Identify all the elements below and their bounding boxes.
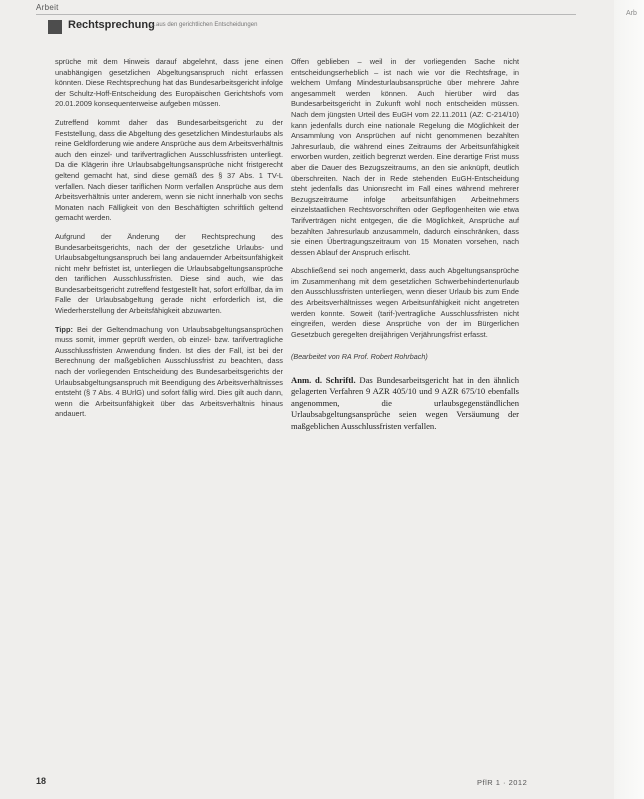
tip-paragraph [55,325,283,420]
tip-label: Tipp: [55,324,73,334]
right-paragraph-1: Offen geblieben – weil in der vorliegenden Sache nicht entscheidungserheblich – ist nach wie vor die Rechtsfrage, in welchem Umfang Mindesturlaubsansprüche über mehrere Jahre angesammelt werden können. Auch hierüber wird das Bundesarbeitsgericht in Zukunft wohl noch entscheiden müssen. Nach dem jüngsten Urteil des EuGH vom 22.11.2011 (AZ: C-214/10) kann jedenfalls durch eine nationale Regelung die Möglichkeit der Ansammlung von Ansprüchen auf nicht genommenen bezahlten Jahresurlaub, die während eines Zeitraums der Arbeitsunfähigkeit erworben wurden, zeitlich begrenzt werden. Eine derartige Frist muss aber die Dauer des Bezugszeitraums, an den sie anknüpft, deutlich überschreiten. Nach der in Rede stehenden EuGH-Entscheidung steht jedenfalls das Unionsrecht im Fall eines während mehrerer Bezugszeiträume infolge arbeitsunfähigen Arbeitnehmers einzelstaatlichen Rechtsvorschriften oder Gepflogenheiten wie etwa Tarifverträgen nicht entgegen, die die Möglichkeit, Ansprüche auf bezahlten Jahresurlaub anzusammeln, dadurch einschränken, dass sie einen Übertragungszeitraum von 15 Monaten vorsehen, nach dessen Ablauf der Anspruch erlischt. [291,57,519,257]
issue-label: PflR 1 · 2012 [477,778,528,787]
section-label: Arbeit [36,3,59,12]
right-column [291,57,519,440]
tip-text: Bei der Geltendmachung von Urlaubsabgeltungsansprüchen muss somit, immer geprüft werden, ob einzel- bzw. tarifvertragliche Ausschlussfristen Anwendung finden. Ist dies der Fall, ist bei der Berechnung der maßgeblichen Ausschlussfrist zu beachten, dass nach der vorliegenden Entscheidung des Bundesarbeitsgerichts der Urlaubsabgeltungsanspruch mit Beendigung des Arbeitsverhältnisses entsteht (§ 7 Abs. 4 BUrlG) und sofort fällig wird. Dies gilt auch dann, wenn die Arbeitsunfähigkeit über das Arbeitsverhältnis hinaus andauert. [55,324,283,419]
left-paragraph-1: sprüche mit dem Hinweis darauf abgelehnt, dass jene einen unabhängigen gesetzlichen Abgeltungsanspruch nicht erfassen könnten. Diese Rechtsprechung hat das Bundesarbeitsgericht infolge der Schultz-Hoff-Entscheidung des Europäischen Gerichtshofs vom 20.01.2009 konsequenterweise aufgeben müssen. [55,57,283,109]
author-credit: (Bearbeitet von RA Prof. Robert Rohrbach) [291,352,428,362]
facing-page-edge [614,0,644,799]
left-paragraph-2: Zutreffend kommt daher das Bundesarbeitsgericht zu der Feststellung, dass die Abgeltung des gesetzlichen Mindesturlaubs als reine Geldforderung wie andere Ansprüche aus dem Arbeitsverhältnis auch den einzel- und tarifvertraglichen Ausschlussfristen unterliegt. Da die Klägerin ihre Urlaubsabgeltungsansprüche nicht fristgerecht geltend gemacht hat, sind diese gemäß des § 37 Abs. 1 TV-L verfallen. Nach dieser tariflichen Norm verfallen Ansprüche aus dem Arbeitsverhältnis unter anderem, wenn sie nicht innerhalb von sechs Monaten nach Fälligkeit von den Beschäftigten schriftlich geltend gemacht werden. [55,117,283,223]
left-paragraph-3: Aufgrund der Änderung der Rechtsprechung des Bundesarbeitsgerichts, nach der der gesetzliche Urlaubs- und Urlaubsabgeltungsanspruch bei lang andauernder Arbeitsunfähigkeit nicht mehr befristet ist, unterliegen die Urlaubsabgeltungsansprüche den tariflichen Ausschlussfristen. Diese sind auch, wie das Bundesarbeitsgericht zutreffend festgestellt hat, sofort erfüllbar, da im Falle der Urlaubsabgeltung gerade nicht erforderlich ist, die Wiederherstellung der Arbeitsfähigkeit abzuwarten. [55,231,283,316]
right-paragraph-2: Abschließend sei noch angemerkt, dass auch Abgeltungsansprüche im Zusammenhang mit dem gesetzlichen Schwerbehindertenurlaub den Ausschlussfristen unterliegen, wenn dieser Urlaub bis zum Ende des Arbeitsverhältnisses wegen Arbeitsunfähigkeit nicht angetreten werden konnte. Soweit (tarif-)vertragliche Ausschlussfristen nicht eingreifen, werden diese Ansprüche von der im Bürgerlichen Gesetzbuch geregelten dreijährigen Verjährungsfrist erfasst. [291,266,519,339]
editor-note-label: Anm. d. Schriftl. [291,375,356,386]
section-marker [48,20,62,34]
editor-note-text: Das Bundesarbeitsgericht hat in den ähnlich gelagerten Verfahren 9 AZR 405/10 und 9 AZR 675/10 ebenfalls angenommen, die urlaubsgegenständlichen Urlaubsabgeltungsansprüche seien wegen Versäumung der maßgeblichen Ausschlussfristen verfallen. [291,375,519,431]
facing-page-label: Arb [626,10,637,17]
editor-note [291,375,519,432]
left-column [55,57,283,428]
header-rule [36,14,576,15]
page-subheading: …aus den gerichtlichen Entscheidungen [150,22,258,28]
page-heading: Rechtsprechung [68,19,155,31]
page-number: 18 [36,776,47,786]
